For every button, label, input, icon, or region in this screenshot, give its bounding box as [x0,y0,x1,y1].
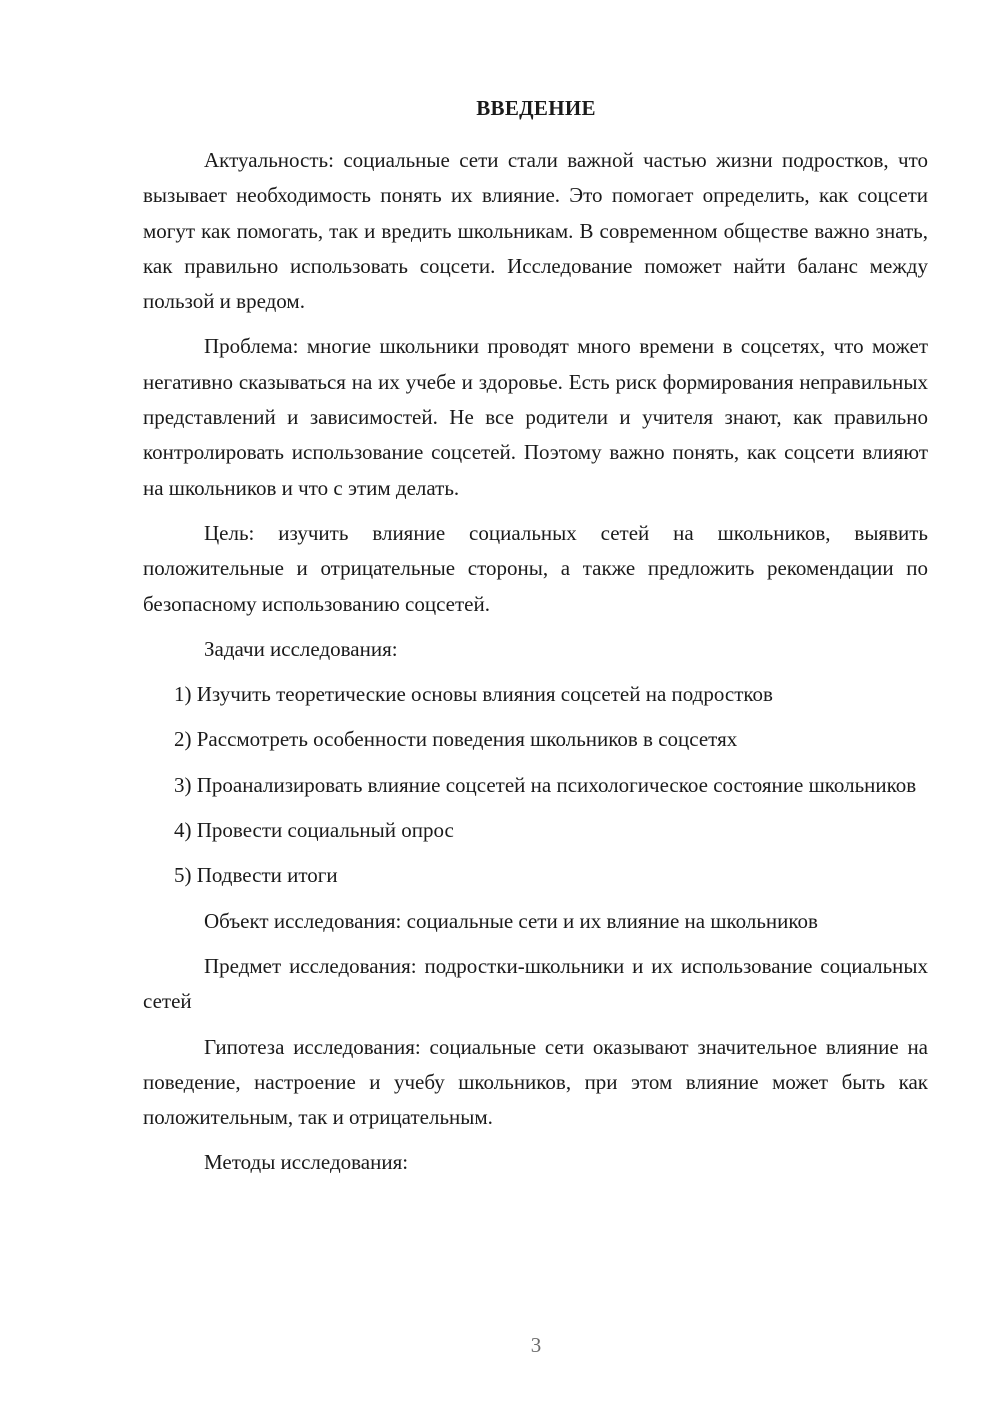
page-heading: ВВЕДЕНИЕ [476,96,596,120]
task-item-4: 4) Провести социальный опрос [174,818,454,843]
document-body [143,143,928,1191]
goal-paragraph: Цель: изучить влияние социальных сетей на школьников, выявить положительные и отрицательные стороны, а также предложить рекомендации по безопасному использованию соцсетей. [143,520,928,616]
task-item-1: 1) Изучить теоретические основы влияния соцсетей на подростков [174,682,773,707]
task-item-2: 2) Рассмотреть особенности поведения школьников в соцсетях [174,727,738,752]
task-item-3: 3) Проанализировать влияние соцсетей на психологическое состояние школьников [174,772,917,797]
tasks-title: Задачи исследования: [204,636,398,661]
relevance-paragraph: Актуальность: социальные сети стали важной частью жизни подростков, что вызывает необходимость понять их влияние. Это помогает определить, как соцсети могут как помогать, так и вредить школьникам. В современном обществе важно знать, как правильно использовать соцсети. Исследование поможет найти баланс между пользой и вредом. [143,148,928,314]
page-number: 3 [530,1333,542,1357]
methods-title: Методы исследования: [204,1150,409,1175]
problem-paragraph: Проблема: многие школьники проводят много времени в соцсетях, что может негативно сказываться на их учебе и здоровье. Есть риск формирования неправильных представлений и зависимостей. Не все родители и учителя знают, как правильно контролировать использование соцсетей. Поэтому важно понять, как соцсети влияют на школьников и что с этим делать. [143,334,928,500]
object-paragraph: Объект исследования: социальные сети и их влияние на школьников [204,908,818,933]
hypothesis-paragraph: Гипотеза исследования: социальные сети оказывают значительное влияние на поведение, настроение и учебу школьников, при этом влияние может быть как положительным, так и отрицательным. [143,1034,928,1130]
task-item-5: 5) Подвести итоги [174,863,338,888]
subject-paragraph: Предмет исследования: подростки-школьники и их использование социальных сетей [143,953,928,1014]
